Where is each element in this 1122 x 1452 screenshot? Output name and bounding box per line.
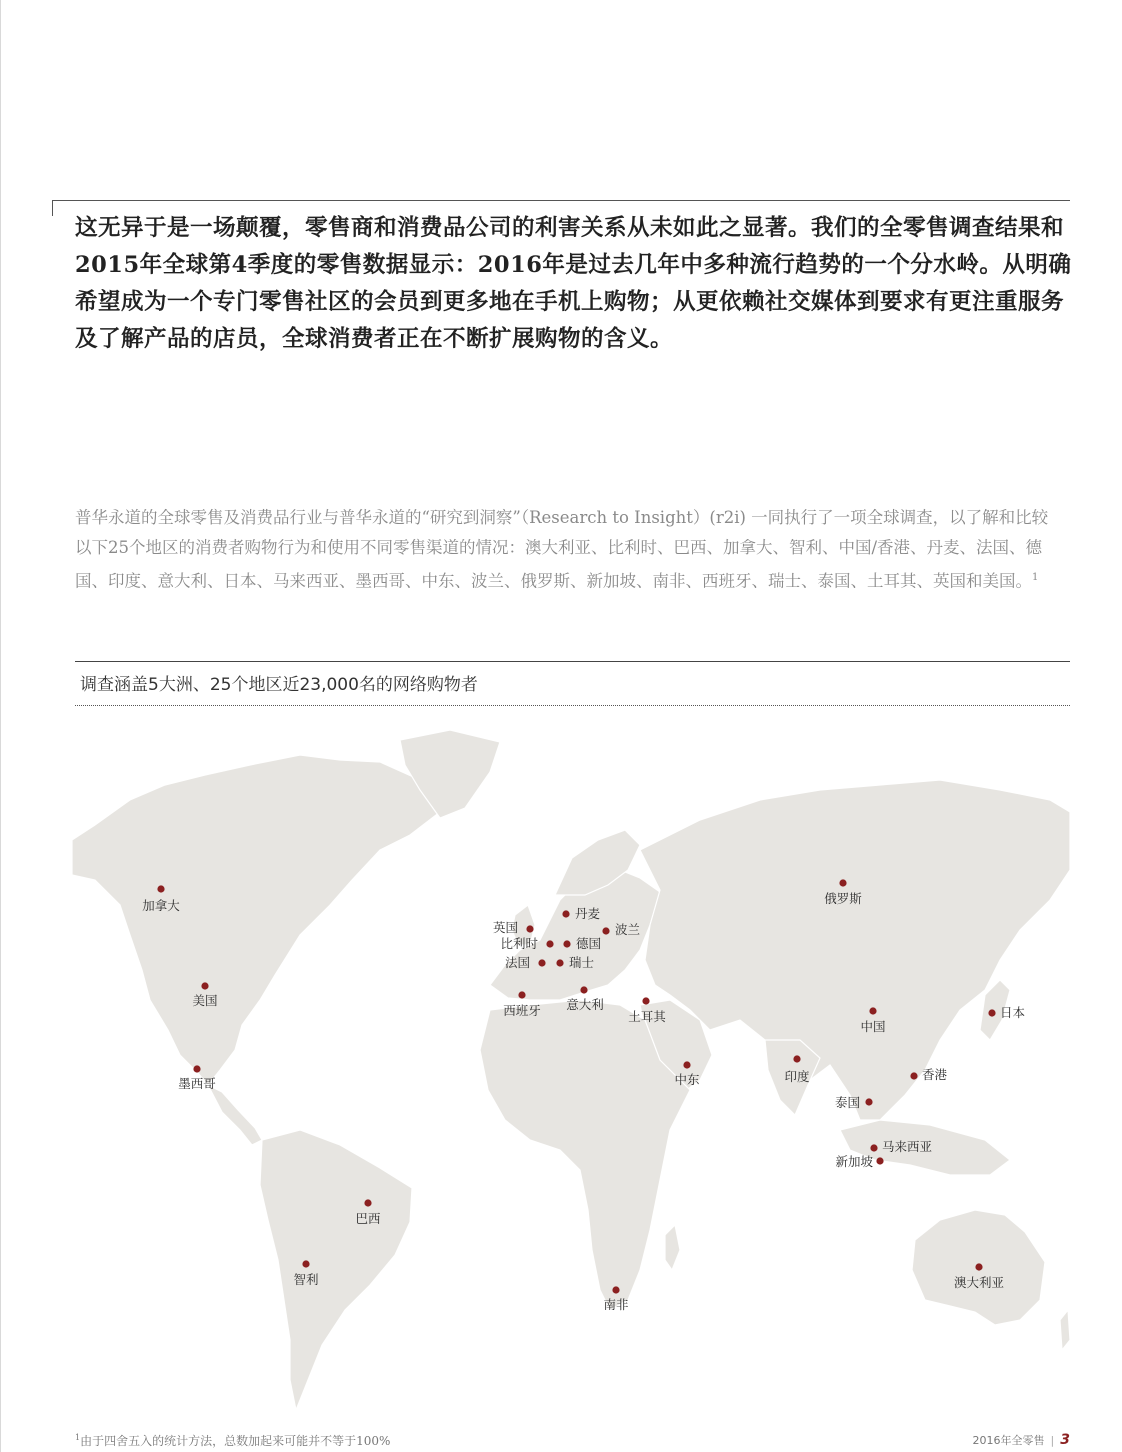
page-footer: [973, 1432, 1070, 1448]
footnote-marker: 1: [75, 1433, 81, 1442]
new-zealand-shape: [1060, 1310, 1070, 1350]
label-belgium: 比利时: [500, 936, 538, 951]
label-thailand: 泰国: [834, 1095, 860, 1110]
marker-russia: [839, 879, 846, 886]
marker-japan: [988, 1009, 995, 1016]
marker-south-africa: [612, 1286, 619, 1293]
marker-belgium: [546, 940, 553, 947]
marker-denmark: [562, 910, 569, 917]
label-middle-east: 中东: [674, 1072, 700, 1087]
label-mexico: 墨西哥: [178, 1076, 216, 1091]
marker-singapore: [876, 1157, 883, 1164]
page-number: 3: [1060, 1432, 1070, 1448]
marker-france: [538, 959, 545, 966]
body-footnote-ref: 1: [1032, 572, 1039, 583]
marker-brazil: [364, 1199, 371, 1206]
marker-canada: [157, 885, 164, 892]
label-turkey: 土耳其: [628, 1009, 666, 1024]
marker-hong-kong: [910, 1072, 917, 1079]
label-chile: 智利: [293, 1272, 319, 1287]
footnote-text: 由于四舍五入的统计方法，总数加起来可能并不等于100%: [80, 1434, 391, 1448]
marker-chile: [302, 1260, 309, 1267]
label-canada: 加拿大: [142, 898, 180, 913]
marker-china: [869, 1007, 876, 1014]
marker-australia: [975, 1263, 982, 1270]
marker-uk: [526, 925, 533, 932]
label-china: 中国: [860, 1019, 886, 1034]
madagascar-shape: [665, 1225, 680, 1270]
label-uk: 英国: [492, 920, 518, 935]
marker-italy: [580, 986, 587, 993]
label-denmark: 丹麦: [575, 906, 601, 921]
label-switzerland: 瑞士: [569, 955, 595, 970]
marker-india: [793, 1055, 800, 1062]
pull-quote: 这无异于是一场颠覆，零售商和消费品公司的利害关系从未如此之显著。我们的全零售调查结果和2015年全球第4季度的零售数据显示：2016年是过去几年中多种流行趋势的一个分水岭。从明确希望成为一个专门零售社区的会员到更多地在手机上购物；从更依赖社交媒体到要求有更注重服务及了解产品的店员，全球消费者正在不断扩展购物的含义。: [75, 215, 1072, 352]
label-germany: 德国: [576, 936, 602, 951]
label-hong-kong: 香港: [922, 1067, 948, 1082]
label-south-africa: 南非: [603, 1297, 629, 1312]
marker-mexico: [193, 1065, 200, 1072]
marker-turkey: [642, 997, 649, 1004]
footer-label: 2016年全零售: [972, 1434, 1045, 1447]
label-russia: 俄罗斯: [824, 891, 862, 906]
marker-thailand: [865, 1098, 872, 1105]
body-text: 普华永道的全球零售及消费品行业与普华永道的“研究到洞察”（Research to Insight）(r2i) 一同执行了一项全球调查，以了解和比较以下25个地区的消费者购物行为和使用不同零售渠道的情况：澳大利亚、比利时、巴西、加拿大、智利、中国/香港、丹麦、法国、德国、印度、意大利、日本、马来西亚、墨西哥、中东、波兰、俄罗斯、新加坡、南非、西班牙、瑞士、泰国、土耳其、英国和美国。: [75, 508, 1049, 591]
marker-poland: [602, 927, 609, 934]
map-title: 调查涵盖5大洲、25个地区近23,000名的网络购物者: [80, 675, 478, 695]
marker-germany: [563, 940, 570, 947]
central-america-shape: [208, 1085, 262, 1145]
label-japan: 日本: [1000, 1005, 1026, 1020]
marker-usa: [201, 982, 208, 989]
label-usa: 美国: [192, 993, 218, 1008]
label-singapore: 新加坡: [835, 1154, 873, 1169]
label-india: 印度: [784, 1069, 810, 1084]
north-america-shape: [72, 755, 440, 1085]
footnote: [75, 1432, 390, 1449]
label-france: 法国: [504, 955, 530, 970]
footer-separator: |: [1050, 1434, 1055, 1447]
marker-malaysia: [870, 1144, 877, 1151]
label-italy: 意大利: [566, 997, 604, 1012]
land-shapes: [72, 730, 1070, 1410]
label-malaysia: 马来西亚: [882, 1139, 933, 1154]
label-brazil: 巴西: [355, 1211, 381, 1226]
marker-middle-east: [683, 1061, 690, 1068]
label-poland: 波兰: [615, 922, 641, 937]
marker-spain: [518, 991, 525, 998]
label-australia: 澳大利亚: [953, 1275, 1005, 1290]
marker-switzerland: [556, 959, 563, 966]
label-spain: 西班牙: [503, 1003, 541, 1018]
south-america-shape: [260, 1130, 412, 1410]
